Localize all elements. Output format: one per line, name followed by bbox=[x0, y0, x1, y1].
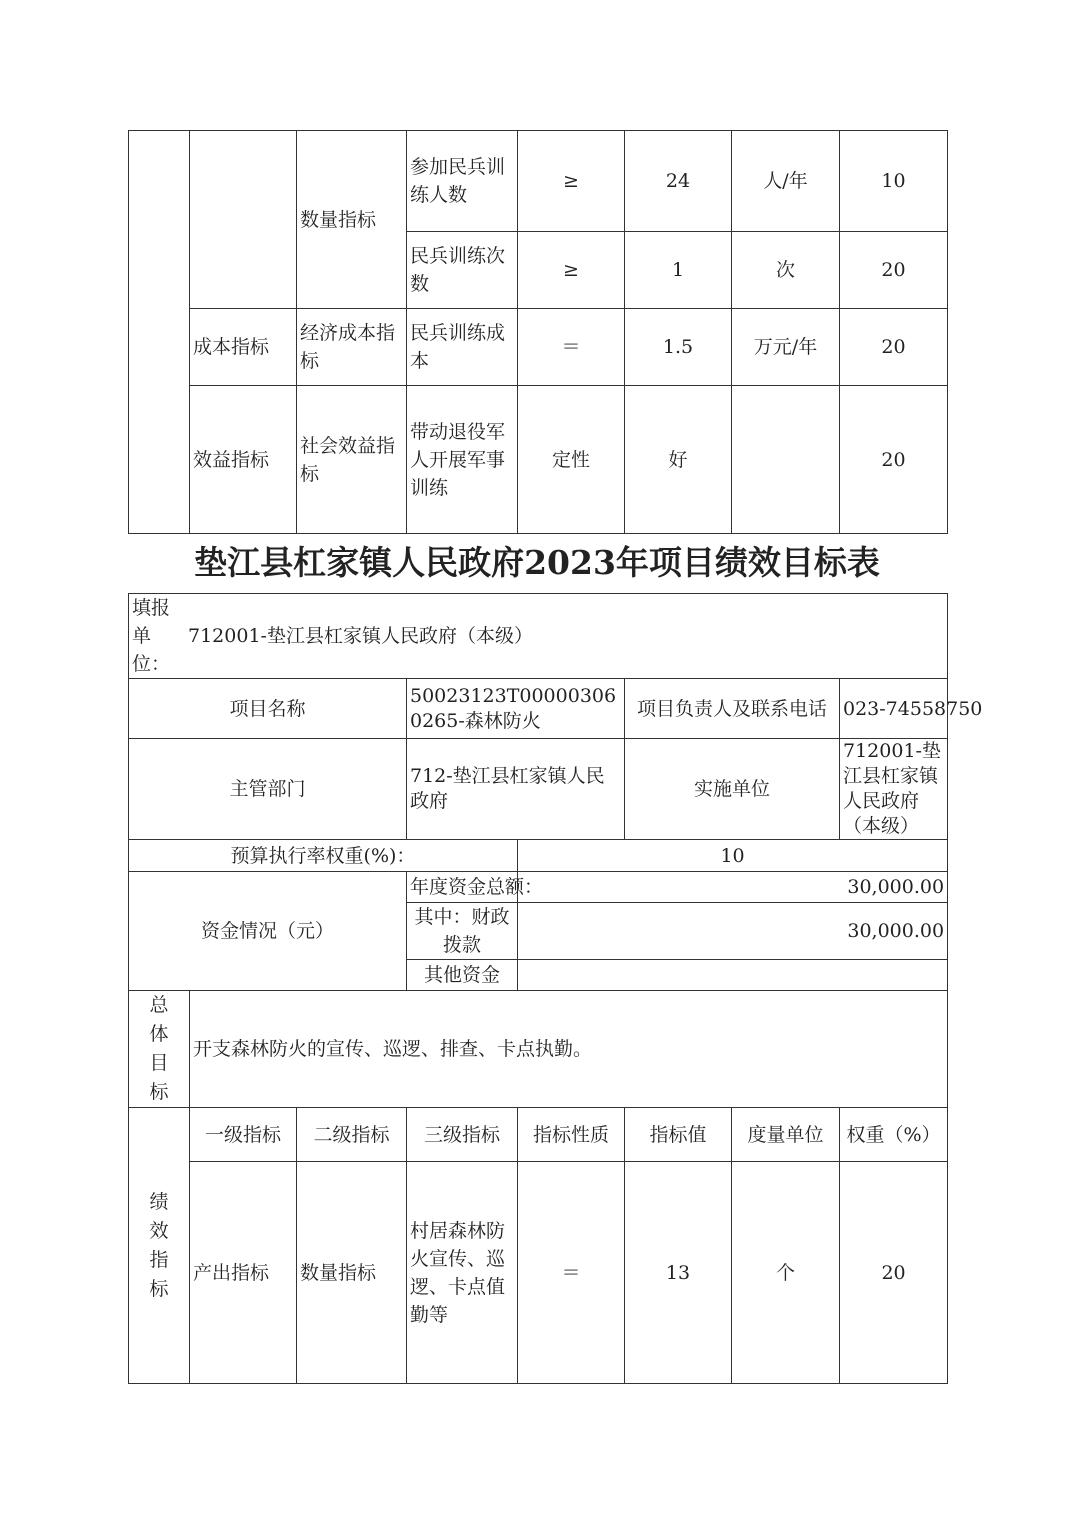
label-char: 标 bbox=[149, 1081, 169, 1103]
funds-other-value bbox=[518, 960, 948, 991]
level3-cell: 民兵训练次数 bbox=[407, 232, 518, 309]
blank-level1-cell bbox=[190, 131, 297, 309]
level2-cell: 社会效益指标 bbox=[297, 386, 407, 534]
table-row bbox=[129, 131, 948, 232]
value-cell: 24 bbox=[625, 131, 732, 232]
continued-indicator-table bbox=[128, 130, 948, 534]
reporting-unit-label: 填报单位： bbox=[132, 597, 171, 675]
header-weight: 权重（%） bbox=[840, 1108, 948, 1162]
blank-left-cell bbox=[129, 131, 190, 534]
impl-label: 实施单位 bbox=[625, 739, 840, 840]
responsible-value: 023-74558750 bbox=[840, 679, 948, 739]
budget-rate-value: 10 bbox=[518, 840, 948, 872]
header-level1: 一级指标 bbox=[190, 1108, 297, 1162]
level3-cell: 参加民兵训练人数 bbox=[407, 131, 518, 232]
responsible-label: 项目负责人及联系电话 bbox=[625, 679, 840, 739]
level1-cell: 成本指标 bbox=[190, 309, 297, 386]
label-char: 绩 bbox=[149, 1190, 169, 1213]
header-nature: 指标性质 bbox=[518, 1108, 625, 1162]
funds-label: 资金情况（元） bbox=[129, 872, 407, 991]
label-char: 目 bbox=[149, 1052, 169, 1074]
unit-cell: 个 bbox=[732, 1162, 840, 1384]
header-value: 指标值 bbox=[625, 1108, 732, 1162]
weight-cell: 20 bbox=[840, 1162, 948, 1384]
project-name-label: 项目名称 bbox=[129, 679, 407, 739]
nature-cell: 定性 bbox=[518, 386, 625, 534]
level2-cell: 数量指标 bbox=[297, 131, 407, 309]
label-char: 总 bbox=[149, 994, 169, 1016]
level1-cell: 效益指标 bbox=[190, 386, 297, 534]
dept-label: 主管部门 bbox=[129, 739, 407, 840]
funds-fiscal-label: 其中：财政拨款 bbox=[407, 903, 518, 960]
level3-cell: 村居森林防火宣传、巡逻、卡点值勤等 bbox=[407, 1162, 518, 1384]
unit-cell: 万元/年 bbox=[732, 309, 840, 386]
table-row bbox=[129, 991, 948, 1108]
weight-cell: 20 bbox=[840, 309, 948, 386]
value-cell: 1 bbox=[625, 232, 732, 309]
level1-cell: 产出指标 bbox=[190, 1162, 297, 1384]
perf-label bbox=[129, 1108, 190, 1384]
overall-goal-value: 开支森林防火的宣传、巡逻、排查、卡点执勤。 bbox=[190, 991, 948, 1108]
table-row bbox=[129, 739, 948, 840]
level3-cell: 带动退役军人开展军事训练 bbox=[407, 386, 518, 534]
nature-cell: ＝ bbox=[518, 309, 625, 386]
label-char: 指 bbox=[149, 1248, 169, 1271]
unit-cell bbox=[732, 386, 840, 534]
table-row bbox=[129, 872, 948, 903]
table-row bbox=[129, 386, 948, 534]
value-cell: 1.5 bbox=[625, 309, 732, 386]
reporting-unit-cell bbox=[129, 594, 948, 679]
level3-cell: 民兵训练成本 bbox=[407, 309, 518, 386]
table-row bbox=[129, 1162, 948, 1384]
overall-goal-label bbox=[129, 991, 190, 1108]
weight-cell: 20 bbox=[840, 386, 948, 534]
unit-cell: 次 bbox=[732, 232, 840, 309]
label-char: 标 bbox=[149, 1277, 169, 1300]
dept-value: 712-垫江县杠家镇人民政府 bbox=[407, 739, 625, 840]
label-char: 效 bbox=[149, 1219, 169, 1242]
project-name-value: 50023123T000003060265-森林防火 bbox=[407, 679, 625, 739]
funds-fiscal-value: 30,000.00 bbox=[518, 903, 948, 960]
performance-target-table bbox=[128, 593, 983, 1384]
table-row bbox=[129, 309, 948, 386]
level2-cell: 经济成本指标 bbox=[297, 309, 407, 386]
funds-total-label: 年度资金总额： bbox=[407, 872, 518, 903]
weight-cell: 10 bbox=[840, 131, 948, 232]
nature-cell: ＝ bbox=[518, 1162, 625, 1384]
value-cell: 好 bbox=[625, 386, 732, 534]
table-row bbox=[129, 679, 948, 739]
nature-cell: ≥ bbox=[518, 232, 625, 309]
funds-other-label: 其他资金 bbox=[407, 960, 518, 991]
budget-rate-label: 预算执行率权重(%)： bbox=[129, 840, 518, 872]
value-cell: 13 bbox=[625, 1162, 732, 1384]
table-row bbox=[129, 594, 948, 679]
table-row bbox=[129, 840, 948, 872]
page-title: 垫江县杠家镇人民政府2023年项目绩效目标表 bbox=[194, 543, 880, 582]
funds-total-value: 30,000.00 bbox=[518, 872, 948, 903]
header-level2: 二级指标 bbox=[297, 1108, 407, 1162]
impl-value: 712001-垫江县杠家镇人民政府（本级） bbox=[840, 739, 948, 840]
table-row bbox=[129, 1108, 948, 1162]
unit-cell: 人/年 bbox=[732, 131, 840, 232]
weight-cell: 20 bbox=[840, 232, 948, 309]
header-unit: 度量单位 bbox=[732, 1108, 840, 1162]
label-char: 体 bbox=[149, 1023, 169, 1045]
level2-cell: 数量指标 bbox=[297, 1162, 407, 1384]
nature-cell: ≥ bbox=[518, 131, 625, 232]
reporting-unit-value: 712001-垫江县杠家镇人民政府（本级） bbox=[188, 625, 533, 647]
header-level3: 三级指标 bbox=[407, 1108, 518, 1162]
